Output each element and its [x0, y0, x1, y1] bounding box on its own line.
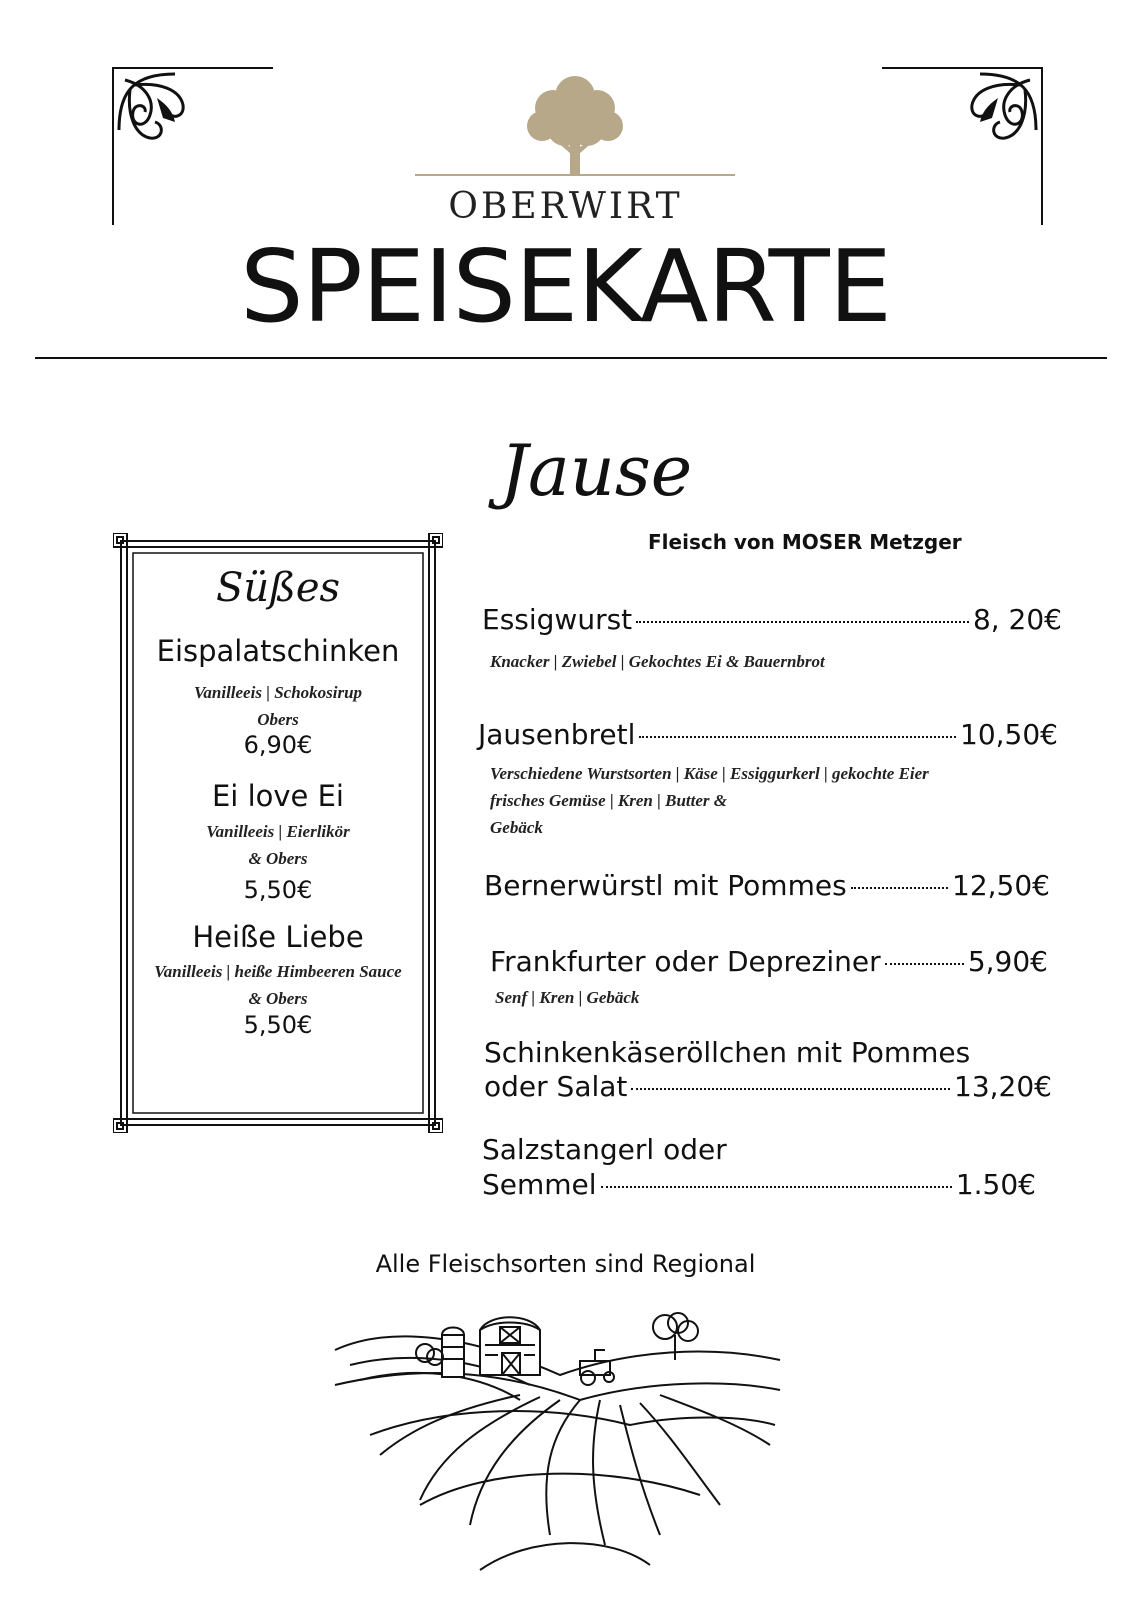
menu-item-essigwurst — [482, 603, 1062, 636]
menu-item-schinkenkaeseroellchen — [484, 1070, 1052, 1103]
menu-item-name: Frankfurter oder Depreziner — [490, 945, 881, 978]
brand-name: OBERWIRT — [448, 186, 683, 227]
sweet-item-price: 5,50€ — [243, 1011, 313, 1039]
menu-item-salzstangerl — [482, 1168, 1036, 1201]
dot-leader — [631, 1088, 950, 1090]
description-line: Vanilleeis | heiße Himbeeren Sauce — [154, 962, 402, 981]
menu-item-jausenbretl — [478, 718, 1058, 751]
sweet-item-name: Ei love Ei — [211, 779, 344, 813]
page-title: SPEISEKARTE — [240, 228, 891, 345]
description-line: Vanilleeis | Eierlikör — [206, 822, 350, 841]
menu-item-bernerwuerstl — [484, 869, 1050, 902]
dot-leader — [639, 736, 956, 738]
sweet-item-description — [113, 818, 443, 872]
menu-item-price: 13,20€ — [954, 1070, 1052, 1103]
sweet-item-name: Eispalatschinken — [156, 634, 400, 668]
sweet-item-description — [113, 958, 443, 1012]
menu-item-price: 1.50€ — [955, 1168, 1036, 1201]
menu-item-price: 8, 20€ — [972, 603, 1062, 636]
dot-leader — [851, 887, 948, 889]
description-line: Vanilleeis | Schokosirup — [193, 683, 363, 702]
sweet-item-description — [113, 679, 443, 733]
footer-note: Alle Fleischsorten sind Regional — [375, 1250, 756, 1278]
menu-item-name: Jausenbretl — [478, 718, 636, 751]
menu-item-price: 10,50€ — [960, 718, 1058, 751]
farm-landscape-illustration — [330, 1305, 790, 1585]
description-line: frisches Gemüse | Kren | Butter & — [490, 791, 728, 810]
menu-item-price: 12,50€ — [952, 869, 1050, 902]
menu-item-name: oder Salat — [484, 1070, 628, 1103]
dot-leader — [636, 621, 969, 623]
description-line: Obers — [257, 710, 299, 729]
sweet-item-price: 5,50€ — [243, 876, 313, 904]
menu-item-name-line: Schinkenkäseröllchen mit Pommes — [484, 1036, 971, 1069]
description-line: Gebäck — [490, 818, 543, 837]
dot-leader — [601, 1186, 952, 1188]
menu-item-description: Senf | Kren | Gebäck — [495, 988, 640, 1007]
description-line: & Obers — [248, 989, 308, 1008]
tree-logo-icon — [415, 68, 735, 180]
menu-item-price: 5,90€ — [967, 945, 1048, 978]
menu-item-name-line: Salzstangerl oder — [482, 1133, 727, 1166]
sweet-item-name: Heiße Liebe — [192, 920, 364, 954]
header-divider — [35, 357, 1107, 359]
menu-item-name: Bernerwürstl mit Pommes — [484, 869, 847, 902]
jause-section-subtitle: Fleisch von MOSER Metzger — [648, 530, 962, 554]
description-line: & Obers — [248, 849, 308, 868]
jause-section-title: Jause — [500, 430, 693, 512]
menu-item-description — [490, 760, 929, 841]
menu-item-name: Essigwurst — [482, 603, 633, 636]
menu-item-description: Knacker | Zwiebel | Gekochtes Ei & Bauernbrot — [490, 652, 825, 671]
menu-item-frankfurter — [490, 945, 1048, 978]
dot-leader — [885, 963, 964, 965]
menu-item-name: Semmel — [482, 1168, 597, 1201]
sweet-item-price: 6,90€ — [243, 731, 313, 759]
sweets-section-title: Süßes — [215, 565, 341, 611]
description-line: Verschiedene Wurstsorten | Käse | Essiggurkerl | gekochte Eier — [490, 764, 929, 783]
